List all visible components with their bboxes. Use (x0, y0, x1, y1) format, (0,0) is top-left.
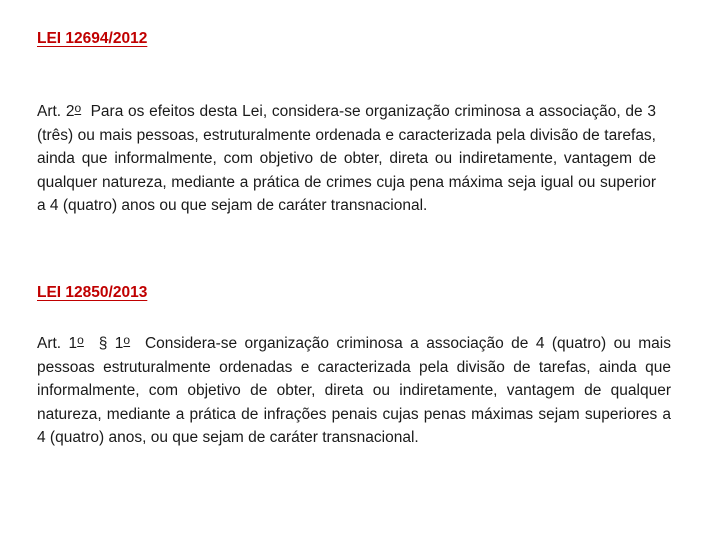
ordinal-mark: o (74, 101, 82, 115)
article-number: Art. 2 (37, 103, 75, 120)
article-paragraph-12694 (37, 97, 656, 218)
section-ordinal-mark: o (123, 333, 131, 347)
article-text: Considera-se organização criminosa a associação de 4 (quatro) ou mais pessoas estruturalmente ordenadas e caracterizada pela divisão de tarefas, ainda que informalmente, com objetivo de obter, direta ou indiretamente, vantagem de qualquer natureza, mediante a prática de infrações penais cujas penas máximas sejam superiores a 4 (quatro) anos, ou que sejam de caráter transnacional. (37, 335, 671, 447)
law-heading-12850: LEI 12850/2013 (37, 284, 148, 301)
law-heading-12694: LEI 12694/2012 (37, 30, 148, 47)
article-number: Art. 1 (37, 335, 78, 352)
article-paragraph-12850 (37, 329, 671, 450)
ordinal-mark: o (77, 333, 84, 347)
article-text: Para os efeitos desta Lei, considera-se organização criminosa a associação, de 3 (três) ou mais pessoas, estruturalmente ordenada e caracterizada pela divisão de tarefas, ainda que informalmente, com objetivo de obter, direta ou indiretamente, vantagem de qualquer natureza, mediante a prática de crimes cuja pena máxima seja igual ou superior a 4 (quatro) anos ou que sejam de caráter transnacional. (37, 103, 656, 215)
section-number: § 1 (98, 335, 124, 352)
